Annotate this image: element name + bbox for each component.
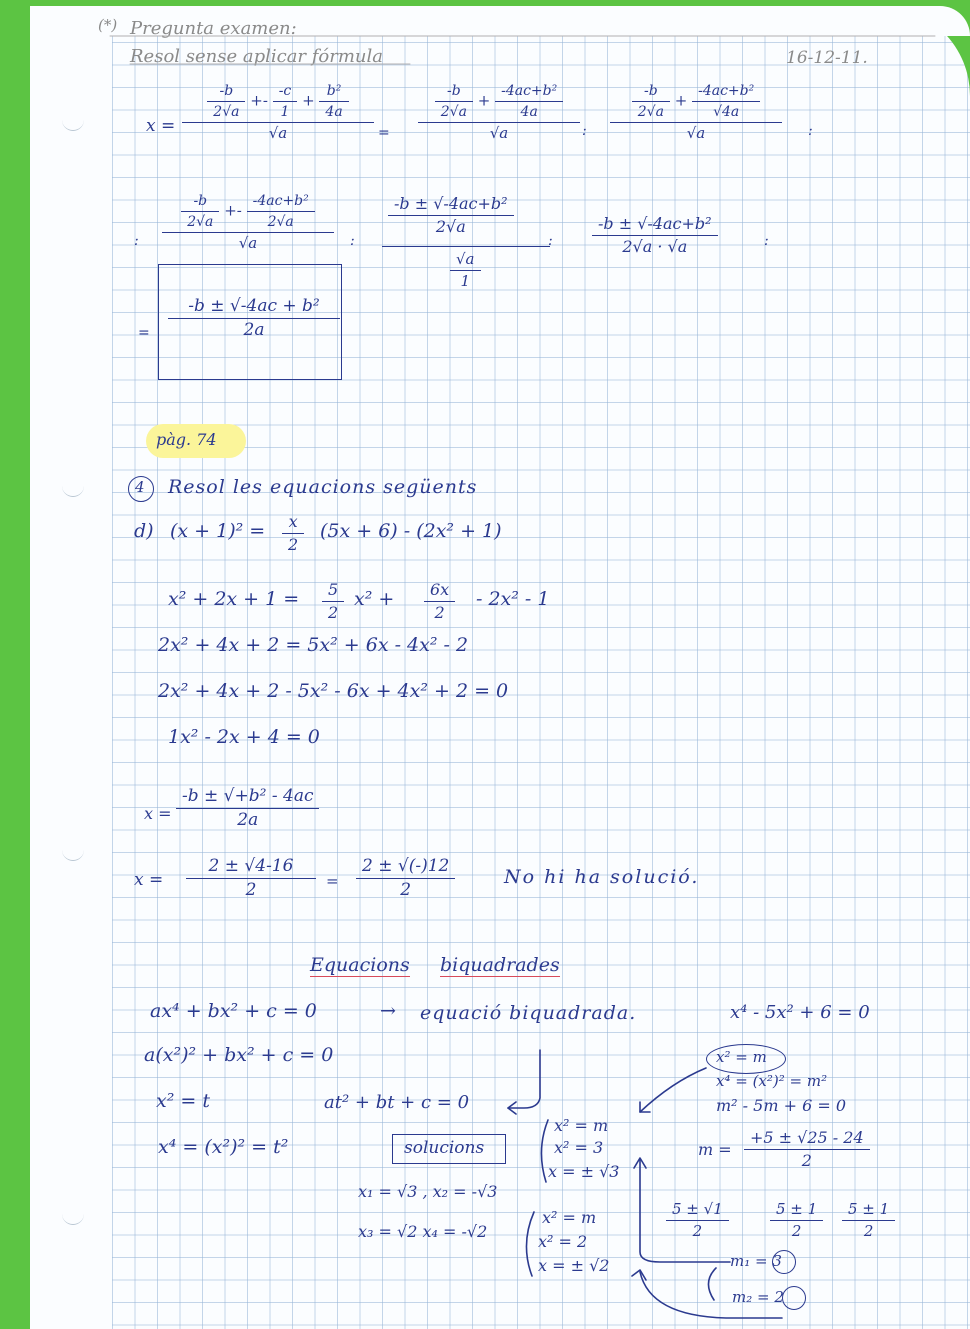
- biquad-title-1: Equacions: [310, 954, 410, 976]
- quadratic-formula: $\frac{\text{-b ± √+b² - 4ac}}{2a}$: [176, 788, 319, 829]
- header-subtitle: Resol sense aplicar fórmula: [130, 46, 384, 67]
- header-title: Pregunta examen:: [130, 18, 297, 39]
- step-1b: x² +: [354, 588, 395, 610]
- m-result-2: $\frac{5 \pm 1}{2}$: [770, 1202, 823, 1239]
- deriv-fraction-1: $\frac{-b}{2√a}$ +- $\frac{-c}{1}$ + $\frac{\text{b²}}{4a}$ √a: [182, 84, 374, 141]
- step-1-frac2: $\frac{6x}{2}$: [424, 582, 455, 621]
- quadratic-in-t: at² + bt + c = 0: [324, 1092, 470, 1113]
- neg-c: -c: [273, 84, 298, 102]
- step-1-frac: $\frac{5}{2}$: [322, 582, 344, 621]
- equation-frac-x: $\frac{x}{2}$: [282, 514, 304, 553]
- colon-sign: :: [548, 233, 553, 249]
- deriv-fraction-4: $\frac{-b}{2√a}$ +- $\frac{\text{-4ac+b²}}{2√a}$ √a: [162, 194, 334, 251]
- substitution-t: x² = t: [156, 1090, 210, 1112]
- biquad-example: x⁴ - 5x² + 6 = 0: [730, 1002, 870, 1023]
- deriv-x-label: x =: [146, 116, 176, 136]
- eq-in-m: m² - 5m + 6 = 0: [716, 1096, 847, 1115]
- m2-value: m₂ = 2: [732, 1288, 784, 1306]
- exercise-item: d): [134, 520, 154, 542]
- header-date: 16-12-11.: [786, 48, 868, 68]
- case1-b: x² = 3: [554, 1138, 604, 1157]
- neg-b: -b: [207, 84, 245, 102]
- eq-sign: =: [326, 872, 339, 890]
- deriv-fraction-5: $\frac{\text{-b ± √-4ac+b²}}{2√a}$ $\frac{√a}{1}$: [388, 196, 514, 235]
- solve-fraction-2: $\frac{2 \pm √(-)12}{2}$: [356, 858, 455, 899]
- biquad-general: ax⁴ + bx² + c = 0: [150, 1000, 317, 1022]
- m-result-1: $\frac{5 \pm √1}{2}$: [666, 1202, 729, 1239]
- colon-sign: :: [808, 123, 813, 139]
- biquad-label: equació biquadrada.: [420, 1002, 637, 1024]
- sqrt-a-over-1: $\frac{√a}{1}$: [450, 252, 481, 289]
- colon-sign: :: [582, 123, 587, 139]
- m-label: m =: [698, 1140, 732, 1159]
- equation-lhs: (x + 1)² =: [170, 520, 266, 542]
- exercise-heading: Resol les equacions següents: [168, 476, 478, 498]
- step-3: 2x² + 4x + 2 - 5x² - 6x + 4x² + 2 = 0: [158, 680, 509, 702]
- sub-m: x² = m: [716, 1048, 767, 1066]
- deriv-fraction-3: $\frac{-b}{2√a}$ + $\frac{\text{-4ac+b²}}{√4a}$ √a: [610, 84, 782, 141]
- two-sqrt-a: 2√a: [213, 104, 240, 120]
- biquad-title-2: biquadrades: [440, 954, 560, 976]
- sqrt-a-den: √a: [268, 124, 288, 142]
- sub-m2: x⁴ = (x²)² = m²: [716, 1072, 828, 1090]
- case2-c: x = ± √2: [538, 1256, 610, 1275]
- deriv-fraction-2: $\frac{-b}{2√a}$ + $\frac{\text{-4ac+b²}}{4a}$ √a: [418, 84, 580, 141]
- arrow-icon: →: [380, 1000, 396, 1022]
- biquad-rewrite: a(x²)² + bx² + c = 0: [144, 1044, 334, 1066]
- case1-c: x = ± √3: [548, 1162, 620, 1181]
- solve-fraction-1: $\frac{2 \pm √4-16}{2}$: [186, 858, 316, 899]
- eq-sign: =: [378, 125, 390, 141]
- step-4: 1x² - 2x + 4 = 0: [168, 726, 320, 748]
- b-squared: b²: [319, 84, 348, 102]
- m-formula: $\frac{+5 \pm √25 - 24}{2}$: [744, 1130, 870, 1169]
- m-result-3: $\frac{5 \pm 1}{2}$: [842, 1202, 895, 1239]
- header-bullet: (*): [98, 16, 118, 34]
- no-solution: No hi ha solució.: [504, 866, 700, 888]
- eq-sign: =: [138, 325, 150, 341]
- formula-label: x =: [144, 804, 172, 823]
- deriv-fraction-6: $\frac{\text{-b ± √-4ac+b²}}{2√a \cdot √a}$: [592, 216, 718, 255]
- solve-label: x =: [134, 870, 164, 890]
- colon-sign: :: [350, 233, 355, 249]
- solutions-label: solucions: [404, 1138, 485, 1158]
- case2-b: x² = 2: [538, 1232, 588, 1251]
- page-ref: pàg. 74: [156, 430, 217, 449]
- step-2: 2x² + 4x + 2 = 5x² + 6x - 4x² - 2: [158, 634, 469, 656]
- colon-sign: :: [764, 233, 769, 249]
- step-1a: x² + 2x + 1 =: [168, 588, 300, 610]
- colon-sign: :: [134, 233, 139, 249]
- exercise-number: 4: [135, 478, 145, 496]
- case2-a: x² = m: [542, 1208, 597, 1227]
- case1-a: x² = m: [554, 1116, 609, 1135]
- step-1c: - 2x² - 1: [476, 588, 550, 610]
- equation-rhs: (5x + 6) - (2x² + 1): [320, 520, 502, 542]
- m1-value: m₁ = 3: [730, 1252, 782, 1270]
- final-result: $\frac{\text{-b ± √-4ac + b²}}{2a}$: [168, 298, 340, 339]
- substitution-t2: x⁴ = (x²)² = t²: [158, 1136, 289, 1158]
- solutions-x3-x4: x₃ = √2 x₄ = -√2: [358, 1222, 488, 1241]
- solutions-x1-x2: x₁ = √3 , x₂ = -√3: [358, 1182, 498, 1201]
